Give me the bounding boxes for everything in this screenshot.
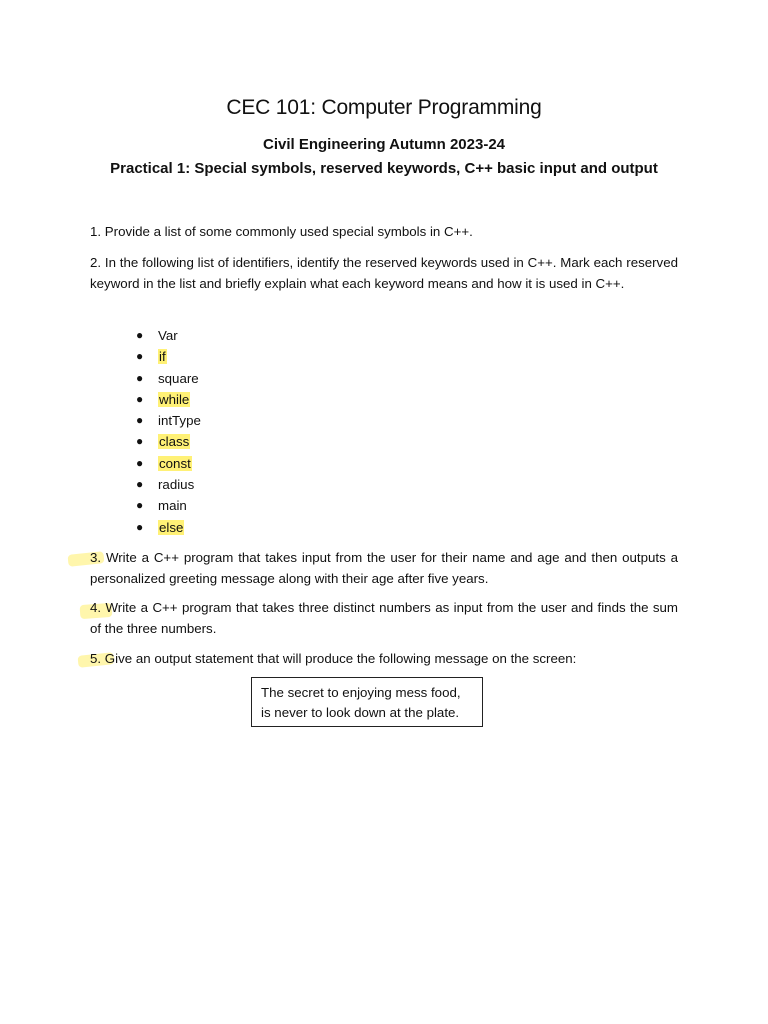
bullet-icon: ● — [136, 477, 144, 492]
identifier: main — [158, 498, 187, 514]
bullet-icon: ● — [136, 391, 144, 406]
bullet-icon: ● — [136, 349, 144, 364]
identifier-highlighted: class — [159, 434, 190, 450]
list-item — [138, 410, 201, 431]
course-subtitle: Civil Engineering Autumn 2023-24 — [263, 136, 505, 153]
list-item — [138, 346, 201, 367]
identifier-list — [138, 325, 201, 538]
message-line: is never to look down at the plate. — [261, 705, 460, 720]
question-1: 1. Provide a list of some commonly used special symbols in C++. — [90, 224, 473, 239]
identifier-highlighted: const — [159, 455, 191, 471]
bullet-icon: ● — [136, 498, 144, 513]
list-item — [138, 431, 201, 452]
question-4 — [90, 598, 678, 639]
list-item — [138, 368, 201, 389]
question-number: 4. W — [90, 600, 118, 615]
bullet-icon: ● — [136, 370, 144, 385]
document-title: CEC 101: Computer Programming — [226, 96, 542, 119]
list-item — [138, 517, 201, 538]
question-text: rite a C++ program that takes three distinct numbers as input from the user and finds the sum of the three numbers. — [90, 600, 679, 636]
list-item — [138, 495, 201, 516]
bullet-icon: ● — [136, 328, 144, 342]
practical-heading: Practical 1: Special symbols, reserved keywords, C++ basic input and output — [110, 160, 658, 177]
list-item — [138, 389, 201, 410]
identifier: square — [158, 370, 199, 386]
identifier: intType — [158, 413, 201, 429]
question-5 — [90, 649, 678, 670]
question-number: 3. — [90, 550, 102, 565]
identifier-highlighted: while — [159, 391, 190, 407]
identifier-highlighted: else — [159, 519, 184, 535]
bullet-icon: ● — [136, 519, 144, 534]
question-text: Write a C++ program that takes input from the user for their name and age and then outputs a personalized greeting message along with their age after five years. — [90, 550, 678, 586]
bullet-icon: ● — [136, 434, 144, 449]
identifier-highlighted: if — [159, 349, 166, 365]
question-number: 5. G — [90, 651, 116, 666]
question-2: 2. In the following list of identifiers, identify the reserved keywords used in C++. Mark each reserved keyword in the list and briefly explain what each keyword means and how it is used in C++. — [90, 255, 678, 291]
list-item — [138, 453, 201, 474]
list-item — [138, 325, 201, 346]
question-3 — [90, 548, 678, 589]
identifier: Var — [158, 328, 178, 343]
message-line: The secret to enjoying mess food, — [261, 685, 461, 700]
message-box — [251, 677, 483, 727]
identifier: radius — [158, 477, 195, 493]
list-item — [138, 474, 201, 495]
bullet-icon: ● — [136, 455, 144, 470]
question-text: ive an output statement that will produce the following message on the screen: — [115, 651, 577, 666]
bullet-icon: ● — [136, 413, 144, 428]
